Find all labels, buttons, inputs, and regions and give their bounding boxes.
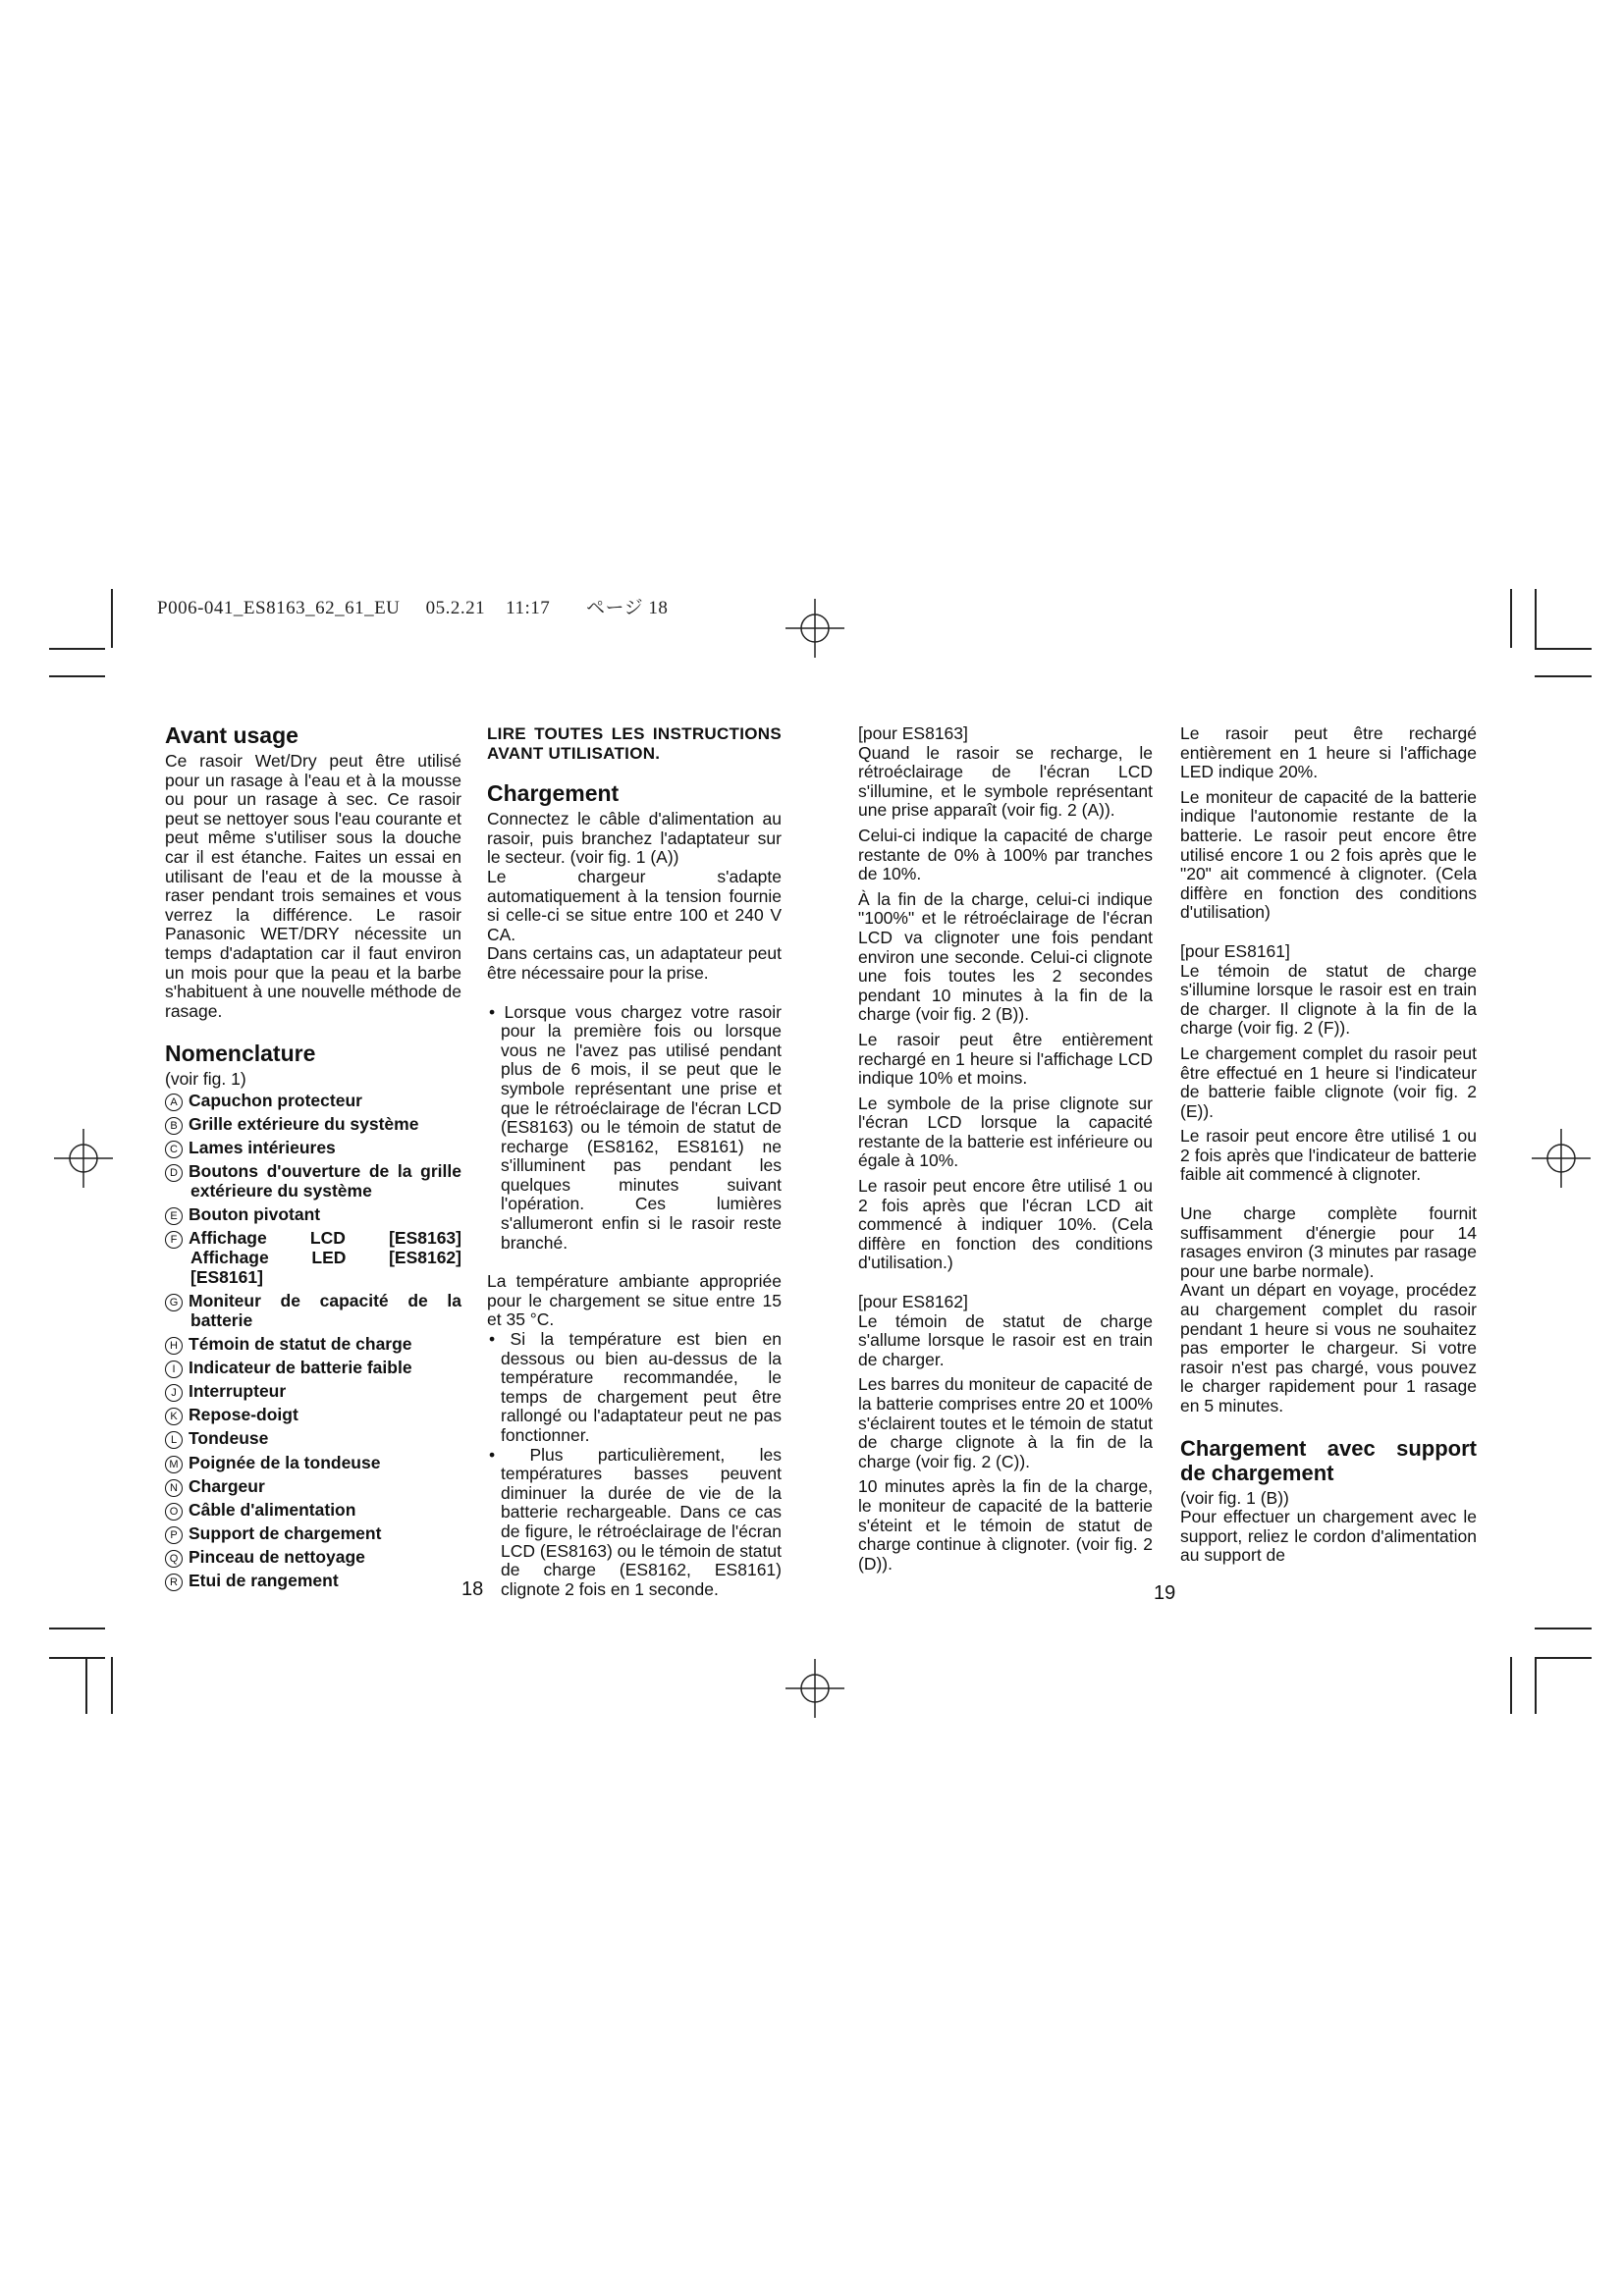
list-item: D Boutons d'ouverture de la grille extérieure du système bbox=[165, 1162, 461, 1201]
chargement-bullet-1: • Lorsque vous chargez votre rasoir pour la première fois ou lorsque vous ne l'avez pas utilisé pendant plus de 6 mois, il se peut que le symbole représentant une prise et que le rétroéclairage de l'écran LCD (ES8163) ou le témoin de statut de recharge (ES8162, ES8161) ne s'illuminent pas pendant les quelques minutes suivant l'opération. Ces lumières s'allumeront enfin si le rasoir reste branché. bbox=[489, 1001, 782, 1253]
crop-mark bbox=[111, 1657, 113, 1714]
list-item: H Témoin de statut de charge bbox=[165, 1335, 461, 1355]
list-item: J Interrupteur bbox=[165, 1382, 461, 1402]
crop-mark bbox=[1535, 1657, 1537, 1714]
es8161-p2: Le chargement complet du rasoir peut être effectué en 1 heure si l'indicateur de batterie faible clignote (voir fig. 2 (E)). bbox=[1180, 1042, 1477, 1121]
registration-mark-top bbox=[785, 599, 844, 658]
crop-mark bbox=[1535, 675, 1592, 677]
list-item: Q Pinceau de nettoyage bbox=[165, 1548, 461, 1568]
chargement-bullet-3: • Plus particulièrement, les températures basses peuvent diminuer la durée de vie de la batterie rechargeable. Dans ce cas de figure, le rétroéclairage de l'écran LCD (ES8163) ou le témoin de statut de charge (ES8162, ES8161) clignote 2 fois en 1 seconde. bbox=[489, 1444, 782, 1599]
es8162-p1: Le témoin de statut de charge s'allume lorsque le rasoir est en train de charger. bbox=[858, 1310, 1153, 1369]
crop-mark bbox=[49, 1628, 105, 1629]
chargement-p3: Dans certains cas, un adaptateur peut être nécessaire pour la prise. bbox=[487, 943, 782, 983]
crop-mark bbox=[1535, 648, 1592, 650]
list-item: B Grille extérieure du système bbox=[165, 1115, 461, 1135]
instructions-notice: LIRE TOUTES LES INSTRUCTIONS AVANT UTILISATION. bbox=[487, 724, 782, 763]
list-item: K Repose-doigt bbox=[165, 1406, 461, 1425]
list-item: E Bouton pivotant bbox=[165, 1205, 461, 1225]
crop-mark bbox=[1510, 1657, 1512, 1714]
list-item: F Affichage LCD [ES8163] Affichage LED [ES8162] [ES8161] bbox=[165, 1229, 461, 1287]
nomenclature-ref: (voir fig. 1) bbox=[165, 1069, 246, 1090]
es8163-p1: Quand le rasoir se recharge, le rétroéclairage de l'écran LCD s'illumine, et le symbole représentant une prise apparaît (voir fig. 2 (A)). bbox=[858, 742, 1153, 821]
page-number-left: 18 bbox=[461, 1578, 484, 1600]
es8162-tag: [pour ES8162] bbox=[858, 1292, 968, 1312]
list-item: A Capuchon protecteur bbox=[165, 1092, 461, 1111]
section-title-avant-usage: Avant usage bbox=[165, 722, 298, 748]
es8163-tag: [pour ES8163] bbox=[858, 723, 968, 743]
list-item: N Chargeur bbox=[165, 1477, 461, 1497]
column-4 bbox=[1180, 724, 1477, 1572]
column-2 bbox=[487, 724, 782, 1605]
support-ref: (voir fig. 1 (B)) bbox=[1180, 1487, 1289, 1508]
col4-p1: Le rasoir peut être rechargé entièrement en 1 heure si l'affichage LED indique 20%. bbox=[1180, 723, 1477, 782]
section-title-chargement: Chargement bbox=[487, 780, 620, 807]
es8163-p6: Le rasoir peut encore être utilisé 1 ou 2 fois après que l'écran LCD ait commencé à indiquer 10%. (Cela diffère en fonction des conditions d'utilisation.) bbox=[858, 1176, 1153, 1273]
list-item: O Câble d'alimentation bbox=[165, 1501, 461, 1521]
support-p1: Pour effectuer un chargement avec le support, reliez le cordon d'alimentation au support de bbox=[1180, 1507, 1477, 1566]
es8163-p4: Le rasoir peut être entièrement rechargé en 1 heure si l'affichage LCD indique 10% et moins. bbox=[858, 1029, 1153, 1089]
es8161-p1: Le témoin de statut de charge s'illumine lorsque le rasoir est en train de charger. Il clignote à la fin de la charge (voir fig. 2 (F)). bbox=[1180, 960, 1477, 1039]
print-header: P006-041_ES8163_62_61_EU 05.2.21 11:17 ページ 18 bbox=[157, 598, 669, 618]
chargement-bullet-2: • Si la température est bien en dessous ou bien au-dessus de la température recommandée, le temps de chargement peut être rallongé ou l'adaptateur peut ne pas fonctionner. bbox=[489, 1329, 782, 1445]
section-title-nomenclature: Nomenclature bbox=[165, 1041, 316, 1067]
full-charge-info: Une charge complète fournit suffisamment d'énergie pour 14 rasages environ (3 minutes par rasage pour une barbe normale). bbox=[1180, 1203, 1477, 1281]
chargement-temperature: La température ambiante appropriée pour le chargement se situe entre 15 et 35 °C. bbox=[487, 1271, 782, 1330]
crop-mark bbox=[49, 648, 105, 650]
crop-mark bbox=[111, 589, 113, 648]
section-title-support: Chargement avec support de chargement bbox=[1180, 1435, 1477, 1485]
column-1 bbox=[165, 722, 461, 1596]
es8161-tag: [pour ES8161] bbox=[1180, 940, 1290, 961]
list-item: M Poignée de la tondeuse bbox=[165, 1454, 461, 1473]
nomenclature-list bbox=[165, 1092, 461, 1592]
list-item: R Etui de rangement bbox=[165, 1572, 461, 1591]
registration-mark-bottom bbox=[785, 1659, 844, 1718]
crop-mark bbox=[1510, 589, 1512, 648]
crop-mark bbox=[1535, 1628, 1592, 1629]
crop-mark bbox=[1535, 589, 1537, 650]
es8162-p3: 10 minutes après la fin de la charge, le moniteur de capacité de la batterie s'éteint et le témoin de statut de charge continue à clignoter. (voir fig. 2 (D)). bbox=[858, 1476, 1153, 1574]
registration-mark-left bbox=[54, 1129, 113, 1188]
list-item: C Lames intérieures bbox=[165, 1139, 461, 1158]
col4-p2: Le moniteur de capacité de la batterie indique l'autonomie restante de la batterie. Le rasoir peut encore être utilisé encore 1 ou 2 fois après que le "20" ait commencé à clignoter. (Cela diffère en fonction des conditions d'utilisation) bbox=[1180, 786, 1477, 923]
crop-mark bbox=[49, 1657, 105, 1659]
travel-info: Avant un départ en voyage, procédez au chargement complet du rasoir pendant 1 heure si vous ne souhaitez pas emporter le chargeur. Si votre rasoir n'est pas chargé, vous pouvez le charger rapidement pour 1 rasage en 5 minutes. bbox=[1180, 1280, 1477, 1415]
list-item: P Support de chargement bbox=[165, 1524, 461, 1544]
list-item: I Indicateur de batterie faible bbox=[165, 1359, 461, 1378]
list-item: L Tondeuse bbox=[165, 1429, 461, 1449]
es8163-p2: Celui-ci indique la capacité de charge restante de 0% à 100% par tranches de 10%. bbox=[858, 825, 1153, 884]
es8163-p5: Le symbole de la prise clignote sur l'écran LCD lorsque la capacité restante de la batterie est inférieure ou égale à 10%. bbox=[858, 1093, 1153, 1171]
avant-usage-body: Ce rasoir Wet/Dry peut être utilisé pour un rasage à l'eau et à la mousse ou pour un rasage à sec. Ce rasoir peut se nettoyer sous l'eau courante et peut même s'utiliser sous la douche car il est étanche. Faites un essai en utilisant de l'eau et de la mousse à raser pendant trois semaines et vous verrez la différence. Le rasoir Panasonic WET/DRY nécessite un temps d'adaptation car il faut environ un mois pour que la peau et la barbe s'habituent à une nouvelle méthode de rasage. bbox=[165, 751, 461, 1021]
column-3 bbox=[858, 724, 1153, 1579]
crop-mark bbox=[49, 675, 105, 677]
chargement-p1: Connectez le câble d'alimentation au rasoir, puis branchez l'adaptateur sur le secteur. (voir fig. 1 (A)) bbox=[487, 809, 782, 868]
registration-mark-right bbox=[1532, 1129, 1591, 1188]
es8162-p2: Les barres du moniteur de capacité de la batterie comprises entre 20 et 100% s'éclairent toutes et le témoin de statut de charge clignote à la fin de la charge (voir fig. 2 (C)). bbox=[858, 1374, 1153, 1471]
page-number-right: 19 bbox=[1154, 1582, 1176, 1604]
list-item: G Moniteur de capacité de la batterie bbox=[165, 1292, 461, 1331]
chargement-p2: Le chargeur s'adapte automatiquement à la tension fournie si celle-ci se situe entre 100 et 240 V CA. bbox=[487, 866, 782, 944]
es8161-p3: Le rasoir peut encore être utilisé 1 ou 2 fois après que l'indicateur de batterie faible ait commencé à clignoter. bbox=[1180, 1126, 1477, 1185]
es8163-p3: À la fin de la charge, celui-ci indique "100%" et le rétroéclairage de l'écran LCD va clignoter une fois pendant environ une seconde. Celui-ci clignote une fois toutes les 2 secondes pendant 10 minutes à la fin de la charge (voir fig. 2 (B)). bbox=[858, 888, 1153, 1025]
crop-mark bbox=[85, 1657, 87, 1714]
crop-mark bbox=[1535, 1657, 1592, 1659]
